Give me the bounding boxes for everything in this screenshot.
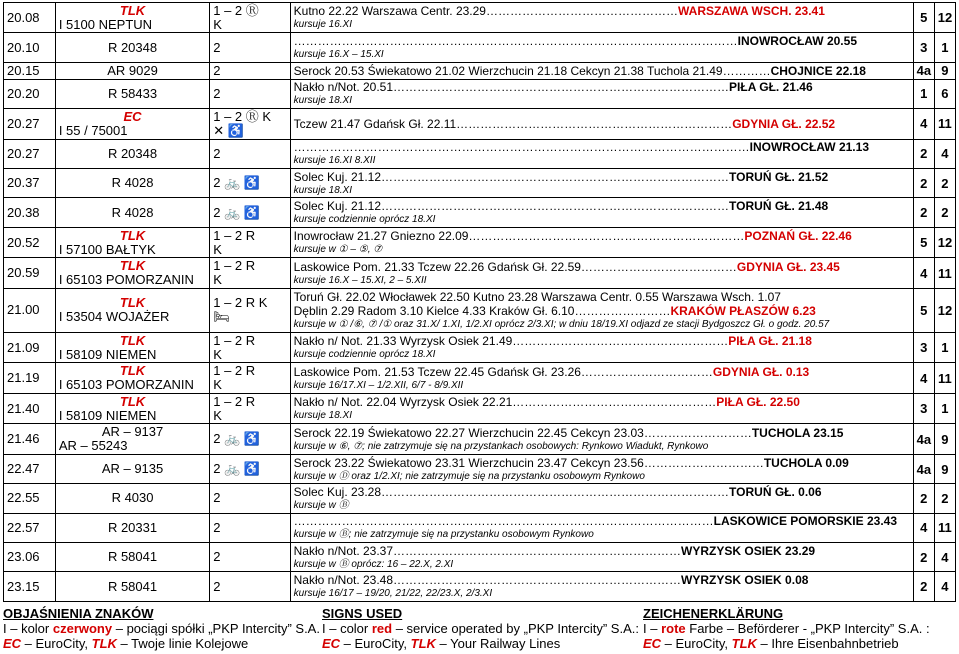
track-number: 11 <box>934 363 955 393</box>
route-line <box>294 229 910 243</box>
destination: GDYNIA GŁ. 23.45 <box>736 259 840 274</box>
route-line <box>294 260 910 274</box>
intermediate-stops: Nakło n/ Not. 22.04 Wyrzysk Osiek 22.21…………………………………………… <box>293 395 717 410</box>
route-cell <box>290 454 913 483</box>
departure-row <box>4 198 956 227</box>
route-cell <box>290 79 913 108</box>
classes-cell <box>210 393 290 423</box>
reservation-info: K <box>213 241 222 257</box>
intermediate-stops: …………………………………………………………………………………………………… <box>293 140 750 155</box>
train-cell <box>55 513 209 542</box>
train-cell <box>55 332 209 362</box>
track-number: 2 <box>934 169 955 198</box>
route-cell <box>290 363 913 393</box>
legend-title: OBJAŚNIENIA ZNAKÓW <box>3 606 154 621</box>
intermediate-stops: Solec Kuj. 23.28…………………………………………………………………………… <box>293 484 730 499</box>
intermediate-stops: Toruń Gł. 22.02 Włocławek 22.50 Kutno 23.28 Warszawa Centr. 0.55 Warszawa Wsch. 1.07 <box>293 289 781 304</box>
classes-cell <box>210 332 290 362</box>
intermediate-stops: Solec Kuj. 21.12…………………………………………………………………………… <box>293 169 730 184</box>
track-number: 11 <box>934 109 955 139</box>
running-days-note: kursuje 16.XI 8.XII <box>293 155 376 167</box>
route-cell <box>290 572 913 602</box>
train-cell <box>55 393 209 423</box>
classes-cell <box>210 3 290 33</box>
platform-number: 5 <box>913 3 934 33</box>
destination: PIŁA GŁ. 22.50 <box>716 395 800 410</box>
running-days-note: kursuje w Ⓑ oprócz: 16 – 22.X, 2.XI <box>293 558 454 570</box>
platform-number: 2 <box>913 484 934 513</box>
train-type: TLK <box>119 227 146 243</box>
route-cell <box>290 33 913 62</box>
legend-abbrev-line: EC – EuroCity, TLK – Ihre Eisenbahnbetrieb <box>643 636 899 651</box>
train-cell <box>55 363 209 393</box>
train-classes: 2 <box>213 490 221 506</box>
classes-cell <box>210 454 290 483</box>
destination: KRAKÓW PŁASZÓW 6.23 <box>670 303 816 318</box>
train-type: TLK <box>119 393 146 409</box>
destination: PIŁA GŁ. 21.46 <box>729 80 813 95</box>
train-name: I 58109 NIEMEN <box>58 346 157 362</box>
track-number: 9 <box>934 62 955 79</box>
route-cell <box>290 109 913 139</box>
track-number: 9 <box>934 454 955 483</box>
train-type: AR – 9137 <box>101 424 164 440</box>
departure-row <box>4 332 956 362</box>
route-line <box>294 426 910 440</box>
platform-number: 2 <box>913 198 934 227</box>
departure-time: 23.06 <box>4 543 56 572</box>
track-number: 6 <box>934 79 955 108</box>
departure-row <box>4 33 956 62</box>
track-number: 2 <box>934 484 955 513</box>
running-days-note: kursuje w ⑥, ⑦; nie zatrzymuje się na przystankach osobowych: Rynkowo Wiadukt, Rynkowo <box>293 440 709 452</box>
legend-color-line: I – color red – service operated by „PKP Intercity” S.A.: <box>322 621 639 636</box>
reservation-info: K <box>213 346 222 362</box>
platform-number: 4 <box>913 109 934 139</box>
train-classes: 2 🚲 ♿ <box>213 431 261 447</box>
train-name: I 5100 NEPTUN <box>58 16 153 32</box>
track-number: 12 <box>934 288 955 332</box>
departure-row <box>4 513 956 542</box>
intermediate-stops: Dęblin 2.29 Radom 3.10 Kielce 4.33 Kraków Gł. 6.10…………………… <box>293 303 671 318</box>
legend-title: ZEICHENERKLÄRUNG <box>643 606 784 621</box>
destination: GDYNIA GŁ. 22.52 <box>732 116 836 131</box>
route-cell <box>290 198 913 227</box>
train-classes: 2 🚲 ♿ <box>213 175 261 191</box>
departure-time: 21.40 <box>4 393 56 423</box>
reservation-info: K <box>213 407 222 423</box>
train-type: TLK <box>119 332 146 348</box>
train-type: R 4030 <box>111 490 154 506</box>
track-number: 9 <box>934 424 955 454</box>
train-classes: 2 🚲 ♿ <box>213 461 261 476</box>
legend-title: SIGNS USED <box>322 606 403 621</box>
route-line <box>294 117 910 131</box>
train-name: I 55 / 75001 <box>58 122 128 138</box>
train-type: R 20348 <box>107 145 158 161</box>
departure-row <box>4 109 956 139</box>
classes-cell <box>210 513 290 542</box>
classes-cell <box>210 198 290 227</box>
classes-cell <box>210 543 290 572</box>
legend-color-line: I – kolor czerwony – pociągi spółki „PKP Intercity” S.A. <box>3 621 320 636</box>
departure-time: 21.19 <box>4 363 56 393</box>
train-classes: 2 <box>213 85 221 101</box>
train-cell <box>55 62 209 79</box>
track-number: 12 <box>934 227 955 257</box>
departure-row <box>4 79 956 108</box>
destination: TORUŃ GŁ. 21.52 <box>729 169 829 184</box>
destination: PIŁA GŁ. 21.18 <box>728 334 812 349</box>
classes-cell <box>210 288 290 332</box>
platform-number: 2 <box>913 572 934 602</box>
route-line <box>294 456 910 470</box>
train-cell <box>55 288 209 332</box>
platform-number: 3 <box>913 33 934 62</box>
departure-row <box>4 363 956 393</box>
train-classes: 2 <box>213 578 221 594</box>
legend-abbrev-line: EC – EuroCity, TLK – Twoje linie Kolejowe <box>3 636 249 651</box>
platform-number: 3 <box>913 332 934 362</box>
route-line <box>294 365 910 379</box>
intermediate-stops: Nakło n/Not. 23.37……………………………………………………………… <box>293 543 682 558</box>
intermediate-stops: Solec Kuj. 21.12…………………………………………………………………………… <box>293 199 730 214</box>
platform-number: 2 <box>913 543 934 572</box>
route-cell <box>290 332 913 362</box>
legend-polish <box>3 606 320 651</box>
legend-german <box>643 606 930 651</box>
reservation-info: K <box>213 272 222 288</box>
departure-row <box>4 484 956 513</box>
running-days-note: kursuje 16/17.XI – 1/2.XII, 6/7 - 8/9.XII <box>293 379 464 391</box>
route-cell <box>290 543 913 572</box>
route-cell <box>290 139 913 168</box>
intermediate-stops: Laskowice Pom. 21.53 Tczew 22.45 Gdańsk Gł. 23.26…………………………… <box>293 364 713 379</box>
departure-row <box>4 424 956 454</box>
running-days-note: kursuje w Ⓑ <box>293 499 349 511</box>
departure-row <box>4 227 956 257</box>
route-cell <box>290 513 913 542</box>
running-days-note: kursuje w ① /⑥, ⑦ /① oraz 31.X/ 1.XI, 1/2.XI oprócz 2/3.XI; w dniu 18/19.XI odjazd ze stacji Bydgoszcz Gł. o godz. 20.57 <box>293 318 830 330</box>
train-cell <box>55 79 209 108</box>
train-classes: 1 – 2 R <box>213 363 256 379</box>
train-cell <box>55 424 209 454</box>
train-cell <box>55 543 209 572</box>
route-line <box>294 395 910 409</box>
route-line <box>294 34 910 48</box>
destination: WYRZYSK OSIEK 23.29 <box>681 543 816 558</box>
train-cell <box>55 572 209 602</box>
train-type: AR – 9135 <box>101 461 164 476</box>
track-number: 4 <box>934 139 955 168</box>
intermediate-stops: …………………………………………………………………………………………… <box>293 514 714 529</box>
train-type: R 58041 <box>107 549 158 565</box>
running-days-note: kursuje w Ⓓ oraz 1/2.XI; nie zatrzymuje się na przystanku osobowym Rynkowo <box>293 470 645 482</box>
route-cell <box>290 258 913 288</box>
train-classes: 1 – 2 R K <box>213 295 268 311</box>
destination: TUCHOLA 23.15 <box>751 425 844 440</box>
train-type: R 58433 <box>107 85 158 101</box>
classes-cell <box>210 258 290 288</box>
reservation-info: K <box>213 16 222 32</box>
departure-time: 22.47 <box>4 454 56 483</box>
departure-time: 20.15 <box>4 62 56 79</box>
train-classes: 2 <box>213 39 221 55</box>
departure-time: 22.57 <box>4 513 56 542</box>
departure-time: 20.52 <box>4 227 56 257</box>
intermediate-stops: Tczew 21.47 Gdańsk Gł. 22.11…………………………………………………………… <box>293 116 733 131</box>
train-type: TLK <box>119 295 146 311</box>
track-number: 1 <box>934 332 955 362</box>
train-cell <box>55 258 209 288</box>
intermediate-stops: Inowrocław 21.27 Gniezno 22.09…………………………………………………………… <box>293 229 745 244</box>
train-type: TLK <box>119 258 146 274</box>
destination: TUCHOLA 0.09 <box>763 455 849 470</box>
destination: TORUŃ GŁ. 0.06 <box>729 484 822 499</box>
destination: TORUŃ GŁ. 21.48 <box>729 199 829 214</box>
train-type: R 20331 <box>107 519 158 535</box>
train-name: I 57100 BAŁTYK <box>58 241 156 257</box>
reservation-info: K <box>213 377 222 393</box>
intermediate-stops: ………………………………………………………………………………………………… <box>293 34 738 49</box>
running-days-note: kursuje 16/17 – 19/20, 21/22, 22/23.X, 2/3.XI <box>293 588 493 600</box>
train-name: I 53504 WOJAŻER <box>58 309 170 325</box>
intermediate-stops: Nakło n/Not. 20.51………………………………………………………………………… <box>293 80 730 95</box>
running-days-note: kursuje 16.X – 15.XI <box>293 49 384 61</box>
route-cell <box>290 3 913 33</box>
departure-row <box>4 454 956 483</box>
departure-row <box>4 543 956 572</box>
departure-time: 22.55 <box>4 484 56 513</box>
destination: POZNAŃ GŁ. 22.46 <box>744 229 852 244</box>
route-line <box>294 199 910 213</box>
classes-cell <box>210 484 290 513</box>
route-cell <box>290 424 913 454</box>
intermediate-stops: Serock 20.53 Świekatowo 21.02 Wierzchucin 21.18 Cekcyn 21.38 Tuchola 21.49………… <box>293 63 771 78</box>
train-type: R 4028 <box>111 204 154 220</box>
train-name: I 65103 POMORZANIN <box>58 272 194 288</box>
route-cell <box>290 227 913 257</box>
train-classes: 1 – 2 Ⓡ K <box>213 108 272 124</box>
running-days-note: kursuje 18.XI <box>293 184 353 196</box>
legend-abbrev-line: EC – EuroCity, TLK – Your Railway Lines <box>322 636 561 651</box>
running-days-note: kursuje codziennie oprócz 18.XI <box>293 349 436 361</box>
classes-cell <box>210 572 290 602</box>
platform-number: 4 <box>913 258 934 288</box>
track-number: 11 <box>934 258 955 288</box>
train-classes: 2 <box>213 519 221 535</box>
train-cell <box>55 109 209 139</box>
departure-time: 23.15 <box>4 572 56 602</box>
route-line <box>294 334 910 348</box>
train-cell <box>55 3 209 33</box>
platform-number: 4a <box>913 424 934 454</box>
train-cell <box>55 169 209 198</box>
destination: CHOJNICE 22.18 <box>770 63 866 78</box>
departure-row <box>4 62 956 79</box>
platform-number: 4a <box>913 454 934 483</box>
route-line <box>294 290 910 304</box>
platform-number: 2 <box>913 139 934 168</box>
departure-row <box>4 258 956 288</box>
train-classes: 2 <box>213 145 221 161</box>
departures-table <box>3 2 956 602</box>
train-type: EC <box>123 108 142 124</box>
train-cell <box>55 484 209 513</box>
route-line <box>294 485 910 499</box>
route-cell <box>290 62 913 79</box>
train-cell <box>55 139 209 168</box>
departure-time: 20.37 <box>4 169 56 198</box>
running-days-note: kursuje 18.XI <box>293 95 353 107</box>
departure-row <box>4 393 956 423</box>
train-type: R 4028 <box>111 175 154 191</box>
route-cell <box>290 393 913 423</box>
train-name: I 65103 POMORZANIN <box>58 377 194 393</box>
platform-number: 4a <box>913 62 934 79</box>
reservation-info: ✕ ♿ <box>213 122 244 138</box>
departure-time: 20.20 <box>4 79 56 108</box>
route-line <box>294 170 910 184</box>
route-line <box>294 544 910 558</box>
train-classes: 1 – 2 R <box>213 258 256 274</box>
track-number: 1 <box>934 33 955 62</box>
legend-english <box>322 606 639 651</box>
train-classes: 1 – 2 Ⓡ <box>213 2 259 18</box>
track-number: 11 <box>934 513 955 542</box>
departure-row <box>4 139 956 168</box>
route-line <box>294 514 910 528</box>
classes-cell <box>210 109 290 139</box>
route-line <box>294 304 910 318</box>
route-cell <box>290 484 913 513</box>
running-days-note: kursuje codziennie oprócz 18.XI <box>293 214 436 226</box>
platform-number: 4 <box>913 363 934 393</box>
platform-number: 3 <box>913 393 934 423</box>
platform-number: 2 <box>913 169 934 198</box>
legend-color-line: I – rote Farbe – Beförderer - „PKP Intercity” S.A. : <box>643 621 930 636</box>
train-type: R 20348 <box>107 39 158 55</box>
reservation-info: 🛏 <box>213 309 230 325</box>
departure-row <box>4 572 956 602</box>
intermediate-stops: Serock 22.19 Świekatowo 22.27 Wierzchucin 22.45 Cekcyn 23.03……………………… <box>293 425 752 440</box>
departure-time: 21.09 <box>4 332 56 362</box>
track-number: 2 <box>934 198 955 227</box>
intermediate-stops: Laskowice Pom. 21.33 Tczew 22.26 Gdańsk Gł. 22.59………………………………… <box>293 259 737 274</box>
classes-cell <box>210 424 290 454</box>
intermediate-stops: Nakło n/Not. 23.48……………………………………………………………… <box>293 573 682 588</box>
route-cell <box>290 288 913 332</box>
classes-cell <box>210 363 290 393</box>
train-cell <box>55 454 209 483</box>
train-cell <box>55 198 209 227</box>
departure-time: 21.00 <box>4 288 56 332</box>
departure-row <box>4 288 956 332</box>
route-line <box>294 140 910 154</box>
route-line <box>294 80 910 94</box>
destination: WARSZAWA WSCH. 23.41 <box>677 4 825 19</box>
departure-time: 20.38 <box>4 198 56 227</box>
running-days-note: kursuje w Ⓑ; nie zatrzymuje się na przystanku osobowym Rynkowo <box>293 529 594 541</box>
running-days-note: kursuje 16.XI <box>293 19 353 31</box>
route-line <box>294 4 910 18</box>
classes-cell <box>210 169 290 198</box>
running-days-note: kursuje 16.X – 15.XI, 2 – 5.XII <box>293 274 427 286</box>
train-type: TLK <box>119 2 146 18</box>
train-cell <box>55 33 209 62</box>
route-cell <box>290 169 913 198</box>
train-classes: 2 <box>213 549 221 565</box>
departure-time: 20.08 <box>4 3 56 33</box>
train-classes: 2 <box>213 62 221 78</box>
running-days-note: kursuje w ① – ⑤, ⑦ <box>293 244 383 256</box>
train-classes: 1 – 2 R <box>213 393 256 409</box>
train-cell <box>55 227 209 257</box>
classes-cell <box>210 62 290 79</box>
train-type: AR 9029 <box>107 62 158 78</box>
departure-time: 20.59 <box>4 258 56 288</box>
route-line <box>294 573 910 587</box>
destination: GDYNIA GŁ. 0.13 <box>712 364 810 379</box>
platform-number: 1 <box>913 79 934 108</box>
train-name: I 58109 NIEMEN <box>58 407 157 423</box>
route-line <box>294 64 910 78</box>
departure-time: 21.46 <box>4 424 56 454</box>
platform-number: 5 <box>913 288 934 332</box>
train-name: AR – 55243 <box>58 438 128 454</box>
train-type: TLK <box>119 363 146 379</box>
destination: LASKOWICE POMORSKIE 23.43 <box>713 514 898 529</box>
departure-row <box>4 3 956 33</box>
departure-time: 20.10 <box>4 33 56 62</box>
departure-row <box>4 169 956 198</box>
destination: INOWROCŁAW 21.13 <box>749 140 869 155</box>
platform-number: 5 <box>913 227 934 257</box>
intermediate-stops: Nakło n/ Not. 21.33 Wyrzysk Osiek 21.49……………………………………………… <box>293 334 729 349</box>
departure-time: 20.27 <box>4 109 56 139</box>
intermediate-stops: Serock 23.22 Świekatowo 23.31 Wierzchucin 23.47 Cekcyn 23.56………………………… <box>293 455 764 470</box>
track-number: 4 <box>934 572 955 602</box>
train-classes: 1 – 2 R <box>213 332 256 348</box>
running-days-note: kursuje 18.XI <box>293 410 353 422</box>
train-type: R 58041 <box>107 578 158 594</box>
train-classes: 2 🚲 ♿ <box>213 204 261 220</box>
destination: INOWROCŁAW 20.55 <box>737 34 857 49</box>
classes-cell <box>210 227 290 257</box>
track-number: 12 <box>934 3 955 33</box>
classes-cell <box>210 139 290 168</box>
track-number: 1 <box>934 393 955 423</box>
track-number: 4 <box>934 543 955 572</box>
departure-time: 20.27 <box>4 139 56 168</box>
destination: WYRZYSK OSIEK 0.08 <box>681 573 809 588</box>
classes-cell <box>210 79 290 108</box>
train-classes: 1 – 2 R <box>213 227 256 243</box>
platform-number: 4 <box>913 513 934 542</box>
intermediate-stops: Kutno 22.22 Warszawa Centr. 23.29………………………………………… <box>293 4 678 19</box>
classes-cell <box>210 33 290 62</box>
